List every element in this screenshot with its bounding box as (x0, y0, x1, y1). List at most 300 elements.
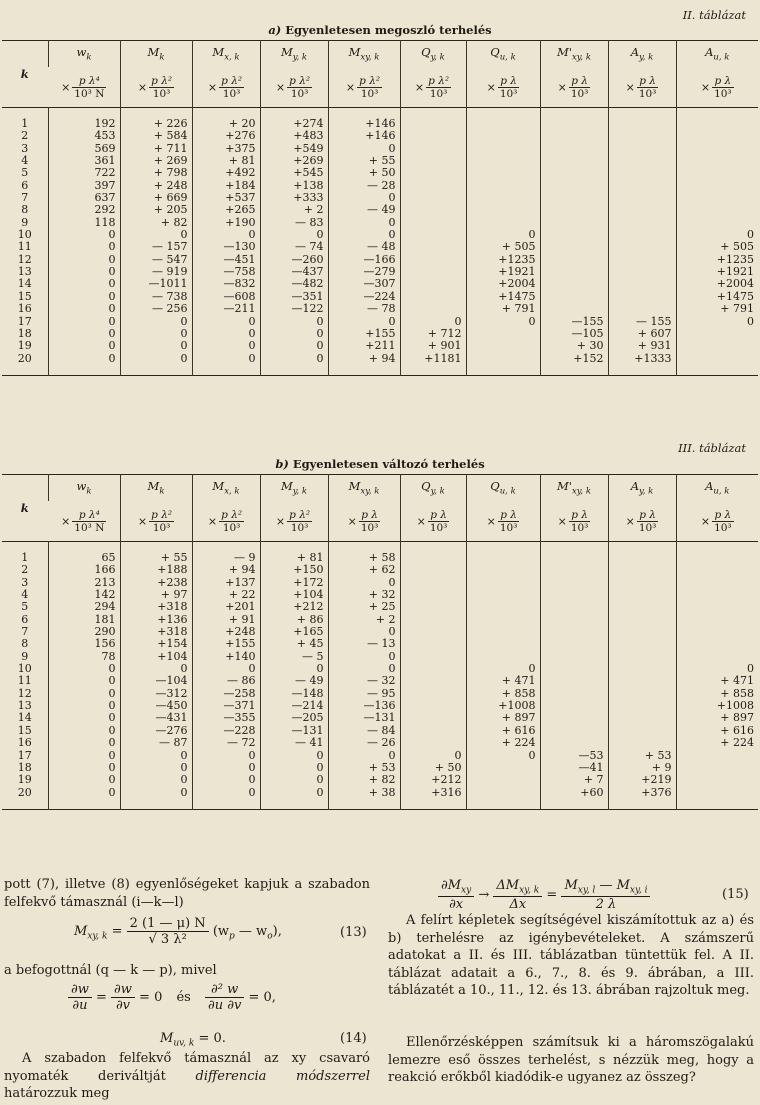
table3-unit-1 (120, 501, 192, 542)
table-cell: + 607 (608, 328, 676, 340)
table-row (2, 737, 758, 749)
left-paragraph-1: pott (7), illetve (8) egyenlőségeket kapjuk a szabadon felfekvő támasznál (i—k—l) (4, 877, 370, 910)
table-cell: 361 (48, 155, 120, 167)
table3-header-sub: xy, k (571, 486, 591, 497)
table-cell (466, 143, 540, 155)
table-cell: +537 (192, 192, 260, 204)
table-cell: +172 (260, 577, 328, 589)
table-row (2, 130, 758, 142)
table3-header-sub: k (86, 486, 92, 497)
table-cell: 569 (48, 143, 120, 155)
table-cell (540, 192, 608, 204)
table-cell (466, 638, 540, 650)
table-cell (400, 167, 466, 179)
table-cell (540, 118, 608, 130)
table-row (2, 204, 758, 216)
table-cell: 294 (48, 601, 120, 613)
table-cell (400, 278, 466, 290)
table3-header-k: k (20, 501, 29, 515)
eq15-frac-c (561, 878, 650, 912)
table-cell: + 22 (192, 589, 260, 601)
table-cell: 0 (328, 316, 400, 328)
table-cell (608, 229, 676, 241)
eq15-c-sub2: xy, i (629, 885, 648, 896)
table-cell: 0 (48, 737, 120, 749)
table-cell: 0 (120, 316, 192, 328)
spacer-row (2, 799, 758, 810)
table-cell: + 798 (120, 167, 192, 179)
table-cell (540, 725, 608, 737)
times-sign: × (414, 80, 425, 94)
eq15-equals: = (546, 887, 558, 903)
table2-header-4 (328, 41, 400, 68)
table-cell: 0 (48, 774, 120, 786)
row-index-k: 11 (17, 240, 32, 254)
table3-unit-7 (540, 501, 608, 542)
table-cell (608, 725, 676, 737)
row-index-k: 5 (21, 166, 29, 180)
row-index-k: 7 (21, 625, 29, 639)
times-sign: × (625, 80, 635, 94)
table-cell (608, 663, 676, 675)
table-cell (400, 254, 466, 266)
table-cell (608, 217, 676, 229)
table-cell (676, 638, 758, 650)
table-cell (676, 787, 758, 799)
table-cell: 0 (260, 762, 328, 774)
eq13-rest: (w (212, 924, 230, 939)
unit-numerator: p λ (428, 509, 450, 522)
table-cell: +483 (260, 130, 328, 142)
eq15-arrow: → (478, 887, 490, 903)
table-row (2, 340, 758, 352)
table2-caption (0, 23, 760, 37)
table2-header-name: A (630, 45, 640, 60)
table-cell: —832 (192, 278, 260, 290)
table-cell (540, 143, 608, 155)
table-cell (608, 291, 676, 303)
table-cell (540, 266, 608, 278)
table2-unit-4 (328, 67, 400, 108)
table-cell: — 72 (192, 737, 260, 749)
table-cell: 0 (192, 663, 260, 675)
table-cell (676, 328, 758, 340)
table-cell: +1008 (466, 700, 540, 712)
table-cell (540, 638, 608, 650)
table-cell: +212 (400, 774, 466, 786)
unit-numerator: p λ⁴ (72, 509, 106, 522)
unit-numerator: p λ² (289, 74, 311, 87)
table2-caption-letter: a) (268, 23, 282, 37)
row-index-k: 13 (17, 265, 32, 279)
table-row (2, 638, 758, 650)
table2-unit-8 (608, 67, 676, 108)
table-cell: —228 (192, 725, 260, 737)
table-cell: — 28 (328, 180, 400, 192)
table-cell (608, 737, 676, 749)
row-index-k: 6 (21, 612, 29, 626)
unit-numerator: p λ (637, 75, 659, 88)
table-cell (540, 204, 608, 216)
table-cell: +1475 (676, 291, 758, 303)
eq13-rest-close: ), (272, 924, 282, 939)
table-cell: +190 (192, 217, 260, 229)
table3-header-sub: y, k (639, 486, 654, 497)
table3-header-name: M (280, 479, 293, 494)
table-cell (400, 638, 466, 650)
unit-numerator: p λ² (151, 508, 173, 521)
table-cell: + 55 (328, 155, 400, 167)
table-cell: —279 (328, 266, 400, 278)
table-cell: + 82 (120, 217, 192, 229)
eq15-b-num-sub: xy, k (519, 885, 540, 896)
table-cell: —148 (260, 688, 328, 700)
eq13-rest-sub-o: o (267, 931, 273, 942)
equation-15 (438, 878, 650, 912)
table-cell (400, 614, 466, 626)
table-cell: +201 (192, 601, 260, 613)
table-cell: +2004 (676, 278, 758, 290)
table-cell: 0 (328, 626, 400, 638)
eq13-fraction (127, 916, 209, 947)
table2-header-name: Q (490, 45, 500, 60)
table-cell (400, 663, 466, 675)
table-cell (608, 638, 676, 650)
unit-numerator: p λ (569, 75, 591, 88)
left-p3-c: határozzuk meg (4, 1086, 110, 1101)
times-sign: × (137, 80, 148, 94)
table-cell: +248 (192, 626, 260, 638)
table2-unit-3 (260, 67, 328, 108)
table-cell: —758 (192, 266, 260, 278)
table2-unit-fraction (498, 75, 520, 100)
table-cell: + 616 (676, 725, 758, 737)
spacer-row (2, 365, 758, 376)
table-cell: +2004 (466, 278, 540, 290)
table-cell: +1921 (676, 266, 758, 278)
table-cell (400, 180, 466, 192)
row-index-k: 3 (21, 575, 29, 589)
table3-header-5 (400, 475, 466, 502)
table2-caption-text: Egyenletesen megoszló terhelés (285, 23, 492, 37)
unit-denominator: 10³ (152, 521, 171, 534)
table-cell: —276 (120, 725, 192, 737)
table-cell (400, 564, 466, 576)
table-cell: +1333 (608, 353, 676, 365)
table2-unit-2 (192, 67, 260, 108)
times-sign: × (207, 80, 218, 94)
table3-unit-3 (260, 501, 328, 542)
row-index-k: 10 (17, 228, 32, 242)
table3-unit-fraction (712, 509, 734, 534)
table3-caption (0, 457, 760, 471)
unit-denominator: 10³ (222, 521, 241, 534)
table-cell (608, 577, 676, 589)
table-cell: +333 (260, 192, 328, 204)
times-sign: × (486, 514, 496, 528)
table-cell (676, 577, 758, 589)
table-cell: +1235 (466, 254, 540, 266)
table-cell: 0 (48, 278, 120, 290)
table-cell: + 269 (120, 155, 192, 167)
table3-header-3 (260, 475, 328, 502)
table-cell (400, 217, 466, 229)
table-cell: — 155 (608, 316, 676, 328)
table-cell: — 74 (260, 241, 328, 253)
table-cell: + 712 (400, 328, 466, 340)
table-cell: 0 (192, 328, 260, 340)
table-cell: 0 (328, 192, 400, 204)
eq13-number: (13) (340, 925, 367, 940)
table-cell (400, 552, 466, 564)
table2-header-name: w (76, 45, 87, 60)
row-index-k: 7 (21, 191, 29, 205)
row-index-k: 4 (21, 588, 29, 602)
unit-denominator: 10³ N (74, 521, 105, 534)
table-cell (540, 700, 608, 712)
table-cell: — 41 (260, 737, 328, 749)
table2-header-name: Q (421, 45, 431, 60)
eq-mid-and: és (176, 990, 191, 1005)
table3-unit-fraction (569, 509, 591, 534)
table2-header-7 (540, 41, 608, 68)
table-cell: +316 (400, 787, 466, 799)
eq-mid-frac-b (111, 982, 135, 1013)
table2-header-sub: y, k (430, 52, 445, 63)
table-cell (466, 155, 540, 167)
times-sign: × (347, 514, 357, 528)
equation-13 (74, 916, 282, 947)
table-cell: +376 (608, 787, 676, 799)
table-cell: + 91 (192, 614, 260, 626)
table-cell: —136 (328, 700, 400, 712)
table-cell: 0 (192, 762, 260, 774)
unit-denominator: 10³ N (74, 87, 105, 100)
table-cell: +60 (540, 787, 608, 799)
table-cell (400, 737, 466, 749)
table-cell: 0 (192, 750, 260, 762)
table-cell: +152 (540, 353, 608, 365)
table2-header-name: M (147, 45, 160, 60)
table-cell: + 897 (676, 712, 758, 724)
table-cell: + 94 (192, 564, 260, 576)
table-row (2, 278, 758, 290)
table2-unit-5 (400, 67, 466, 108)
table-cell: + 226 (120, 118, 192, 130)
table3-header-name: A (705, 479, 714, 494)
table-row (2, 167, 758, 179)
times-sign: × (207, 514, 218, 528)
table-cell: 65 (48, 552, 120, 564)
eq15-number: (15) (722, 887, 749, 902)
row-index-k: 10 (17, 662, 32, 676)
unit-denominator: 10³ (429, 521, 448, 534)
eq15-c-mid: — M (595, 878, 630, 893)
table-cell (676, 353, 758, 365)
table-cell: — 26 (328, 737, 400, 749)
table-cell (676, 552, 758, 564)
table3-unit-5 (400, 501, 466, 542)
table-cell: + 53 (608, 750, 676, 762)
table-cell: — 49 (328, 204, 400, 216)
table-cell: —130 (192, 241, 260, 253)
unit-denominator: 10³ (360, 87, 379, 100)
table3-caption-text: Egyenletesen változó terhelés (292, 457, 485, 471)
table3-header-name: M' (557, 479, 572, 494)
table-cell: 0 (328, 229, 400, 241)
eq13-rest-sub-p: p (229, 931, 235, 942)
times-sign: × (625, 514, 635, 528)
table2-unit-fraction (72, 75, 106, 100)
equation-middle (68, 982, 276, 1013)
table-cell: 0 (260, 328, 328, 340)
table2-header-k: k (20, 67, 29, 81)
table-cell (400, 118, 466, 130)
table-cell: 0 (192, 340, 260, 352)
table-cell (676, 217, 758, 229)
table-cell: —437 (260, 266, 328, 278)
table-cell: 0 (48, 316, 120, 328)
times-sign: × (137, 514, 148, 528)
table-cell: —224 (328, 291, 400, 303)
row-index-k: 17 (17, 748, 32, 762)
times-sign: × (700, 80, 711, 94)
table-cell: — 157 (120, 241, 192, 253)
row-index-k: 3 (21, 141, 29, 155)
table3-unit-2 (192, 501, 260, 542)
table3-header-sub: xy, k (360, 486, 380, 497)
table3-header-name: M (348, 479, 361, 494)
times-sign: × (61, 514, 71, 528)
table-cell: 0 (400, 750, 466, 762)
table-cell: — 83 (260, 217, 328, 229)
table2-unit-fraction (287, 75, 312, 100)
eq15-a-den: ∂x (449, 896, 464, 912)
table3-header-name: A (630, 479, 640, 494)
table-cell (608, 700, 676, 712)
table3-unit-9 (676, 501, 758, 542)
table-cell (608, 143, 676, 155)
table-cell: —307 (328, 278, 400, 290)
table-cell (466, 787, 540, 799)
table-cell: 0 (48, 241, 120, 253)
table2-header-sub: x, k (224, 52, 240, 63)
table2-unit-fraction (569, 75, 591, 100)
table-cell (676, 564, 758, 576)
table-cell: + 858 (676, 688, 758, 700)
table-cell: +1181 (400, 353, 466, 365)
table-cell (400, 725, 466, 737)
table-cell: —131 (260, 725, 328, 737)
table-cell: + 7 (540, 774, 608, 786)
table-cell: +146 (328, 118, 400, 130)
table-cell: —482 (260, 278, 328, 290)
unit-denominator: 10³ (290, 521, 309, 534)
table-cell: + 50 (328, 167, 400, 179)
table-cell: 192 (48, 118, 120, 130)
unit-denominator: 10³ (714, 87, 732, 100)
table3-header-sub: x, k (224, 486, 240, 497)
table2-unit-fraction (219, 75, 244, 100)
unit-numerator: p λ² (221, 74, 243, 87)
table-cell: —351 (260, 291, 328, 303)
table-cell (540, 229, 608, 241)
table3-unit-0 (48, 501, 120, 542)
table-cell: —258 (192, 688, 260, 700)
table-cell: + 86 (260, 614, 328, 626)
table-cell (400, 712, 466, 724)
table2-header-sub: k (86, 52, 92, 63)
table3-header-name: w (76, 479, 87, 494)
table-cell: — 49 (260, 675, 328, 687)
table-cell: 0 (260, 663, 328, 675)
table-cell: —205 (260, 712, 328, 724)
table-cell: — 86 (192, 675, 260, 687)
table-cell: + 471 (676, 675, 758, 687)
table-cell: 0 (400, 316, 466, 328)
table3-unit-fraction (149, 509, 174, 534)
eq14-rest: = 0. (194, 1031, 226, 1046)
table-cell (466, 564, 540, 576)
table-cell (608, 180, 676, 192)
table3-header-sub: u, k (713, 486, 730, 497)
table-cell (540, 180, 608, 192)
table-cell (608, 651, 676, 663)
table-cell (540, 254, 608, 266)
table-cell (540, 303, 608, 315)
left-p3-b: differencia módszerrel (195, 1068, 370, 1084)
table-cell (466, 167, 540, 179)
table3-header-9 (676, 475, 758, 502)
table2-header-sub: y, k (292, 52, 307, 63)
table-cell: —608 (192, 291, 260, 303)
table-cell: 0 (328, 143, 400, 155)
table-cell (540, 675, 608, 687)
table-cell (466, 577, 540, 589)
table-cell: 0 (48, 663, 120, 675)
table-cell: — 48 (328, 241, 400, 253)
table2-unit-0 (48, 67, 120, 108)
table-cell: 292 (48, 204, 120, 216)
table-cell (540, 589, 608, 601)
table2-header-9 (676, 41, 758, 68)
table-cell (540, 601, 608, 613)
table-cell: + 82 (328, 774, 400, 786)
row-index-k: 18 (17, 326, 32, 340)
table2 (2, 40, 758, 376)
eq-mid-zero-2: = 0, (248, 990, 276, 1005)
table-cell: + 205 (120, 204, 192, 216)
table-cell: 0 (466, 750, 540, 762)
table-cell: + 669 (120, 192, 192, 204)
table-cell: 0 (48, 328, 120, 340)
unit-denominator: 10³ (360, 521, 379, 534)
table-cell (676, 651, 758, 663)
table-cell (400, 700, 466, 712)
table-row (2, 675, 758, 687)
table-cell: 0 (192, 353, 260, 365)
table3-number: III. táblázat (678, 441, 746, 455)
table-cell: +276 (192, 130, 260, 142)
table-cell: +138 (260, 180, 328, 192)
table2-header-1 (120, 41, 192, 68)
row-index-k: 2 (21, 563, 29, 577)
row-index-k: 9 (21, 215, 29, 229)
table3-header-name: M (147, 479, 160, 494)
table-cell (676, 601, 758, 613)
table-cell (540, 217, 608, 229)
table-cell: 0 (260, 353, 328, 365)
